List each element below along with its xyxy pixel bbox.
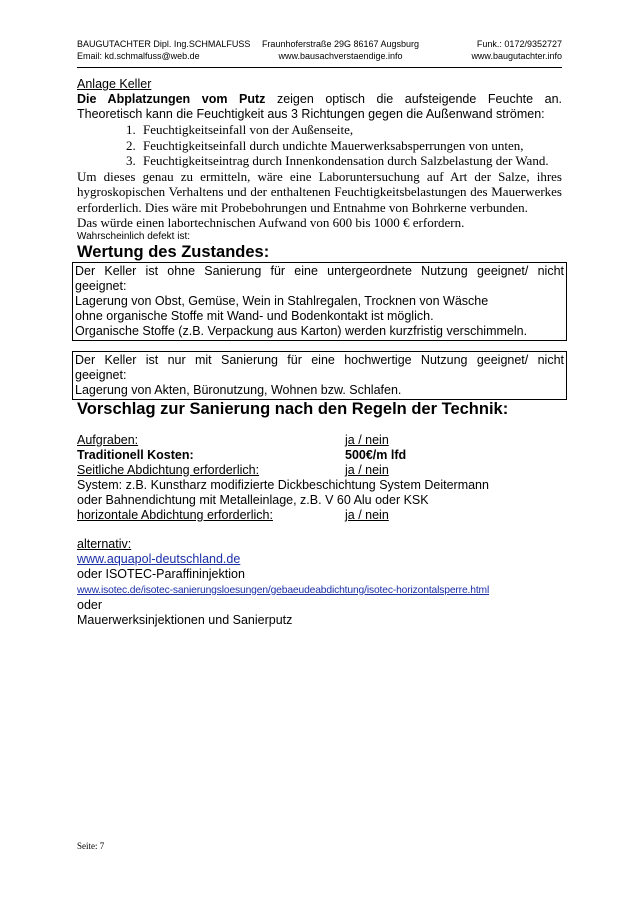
- task-row-side: [77, 463, 562, 478]
- box2-line: geeignet:: [75, 367, 127, 382]
- aquapol-link[interactable]: www.aquapol-deutschland.de: [77, 551, 241, 566]
- box2-line: Der Keller ist nur mit Sanierung für eine hochwertige Nutzung geeignet/ nicht: [75, 352, 564, 367]
- assessment-heading: Wertung des Zustandes:: [77, 242, 270, 261]
- direction-item: 3. Feuchtigkeitseintrag durch Innenkondensation durch Salzbelastung der Wand.: [139, 153, 562, 169]
- document-body: [77, 77, 562, 628]
- system-line: System: z.B. Kunstharz modifizierte Dickbeschichtung System Deitermann: [77, 477, 489, 492]
- task-row-aufgraben: [77, 433, 562, 448]
- header-website2: www.baugutachter.info: [471, 51, 562, 61]
- analysis-line: Das würde einen labortechnischen Aufwand von 600 bis 1000 € erfordern.: [77, 215, 465, 230]
- box1-line: Der Keller ist ohne Sanierung für eine untergeordnete Nutzung geeignet/ nicht: [75, 263, 564, 278]
- cost-value: 500€/m lfd: [345, 447, 407, 462]
- box1-line: Organische Stoffe (z.B. Verpackung aus Karton) werden kurzfristig verschimmeln.: [75, 323, 528, 338]
- header-left: [77, 38, 250, 62]
- analysis-line: erforderlich. Dies wäre mit Probebohrungen und Entnahme von Bohrkerne verbunden.: [77, 199, 528, 215]
- assessment-box-1: [72, 262, 567, 341]
- side-value: ja / nein: [345, 462, 389, 477]
- horiz-label: horizontale Abdichtung erforderlich:: [77, 507, 273, 522]
- header-center: [258, 38, 423, 62]
- analysis-line: hygroskopischen Verhaltens und der enthaltenen Feuchtigkeitsbelastungen des Mauerwerkes: [77, 184, 562, 199]
- intro-line1: [77, 92, 562, 107]
- probable-defect-label: Wahrscheinlich defekt ist:: [77, 230, 191, 242]
- intro-rest: zeigen optisch die aufsteigende Feuchte an.: [265, 92, 563, 106]
- header-address: Fraunhoferstraße 29G 86167 Augsburg: [261, 39, 420, 49]
- last-line: Mauerwerksinjektionen und Sanierputz: [77, 612, 293, 627]
- box1-line: geeignet:: [75, 278, 127, 293]
- task-row-horizontal: [77, 508, 562, 523]
- analysis-paragraph: [77, 169, 562, 231]
- direction-item: 2. Feuchtigkeitseinfall durch undichte Mauerwerksabsperrungen von unten,: [139, 138, 562, 154]
- oder-line: oder: [77, 597, 103, 612]
- header-website1: www.bausachverstaendige.info: [278, 51, 403, 61]
- header-right: [471, 38, 562, 62]
- intro-line2: Theoretisch kann die Feuchtigkeit aus 3 Richtungen gegen die Außenwand strömen:: [77, 107, 545, 121]
- directions-list: [77, 122, 562, 169]
- cost-label: Traditionell Kosten:: [77, 447, 194, 462]
- assessment-box-2: [72, 351, 567, 400]
- page-number: Seite: 7: [77, 841, 105, 851]
- alternative-label: alternativ:: [77, 536, 132, 551]
- task-value: ja / nein: [345, 432, 389, 447]
- header-divider: [77, 67, 562, 68]
- intro-bold: Die Abplatzungen vom Putz: [77, 92, 266, 106]
- analysis-line: Um dieses genau zu ermitteln, wäre eine Laboruntersuchung auf Art der Salze, ihres: [77, 168, 562, 184]
- side-label: Seitliche Abdichtung erforderlich:: [77, 462, 260, 477]
- horiz-value: ja / nein: [345, 507, 389, 522]
- task-row-cost: [77, 448, 562, 463]
- task-label: Aufgraben:: [77, 432, 139, 447]
- direction-item: 1. Feuchtigkeitseinfall von der Außenseite,: [139, 122, 562, 138]
- header-company: BAUGUTACHTER Dipl. Ing.SCHMALFUSS: [77, 39, 251, 49]
- system-line: oder Bahnendichtung mit Metalleinlage, z.B. V 60 Alu oder KSK: [77, 492, 429, 507]
- section-title: Anlage Keller: [77, 77, 152, 91]
- box2-line: Lagerung von Akten, Büronutzung, Wohnen bzw. Schlafen.: [75, 382, 402, 397]
- box1-line: ohne organische Stoffe mit Wand- und Bodenkontakt ist möglich.: [75, 308, 434, 323]
- proposal-heading: Vorschlag zur Sanierung nach den Regeln der Technik:: [77, 399, 509, 418]
- header-email: Email: kd.schmalfuss@web.de: [77, 51, 200, 61]
- isotec-line: oder ISOTEC-Paraffininjektion: [77, 566, 245, 581]
- isotec-link[interactable]: www.isotec.de/isotec-sanierungsloesungen/gebaeudeabdichtung/isotec-horizontalsperre.html: [77, 584, 490, 596]
- header-phone: Funk.: 0172/9352727: [476, 39, 562, 49]
- box1-line: Lagerung von Obst, Gemüse, Wein in Stahlregalen, Trocknen von Wäsche: [75, 293, 489, 308]
